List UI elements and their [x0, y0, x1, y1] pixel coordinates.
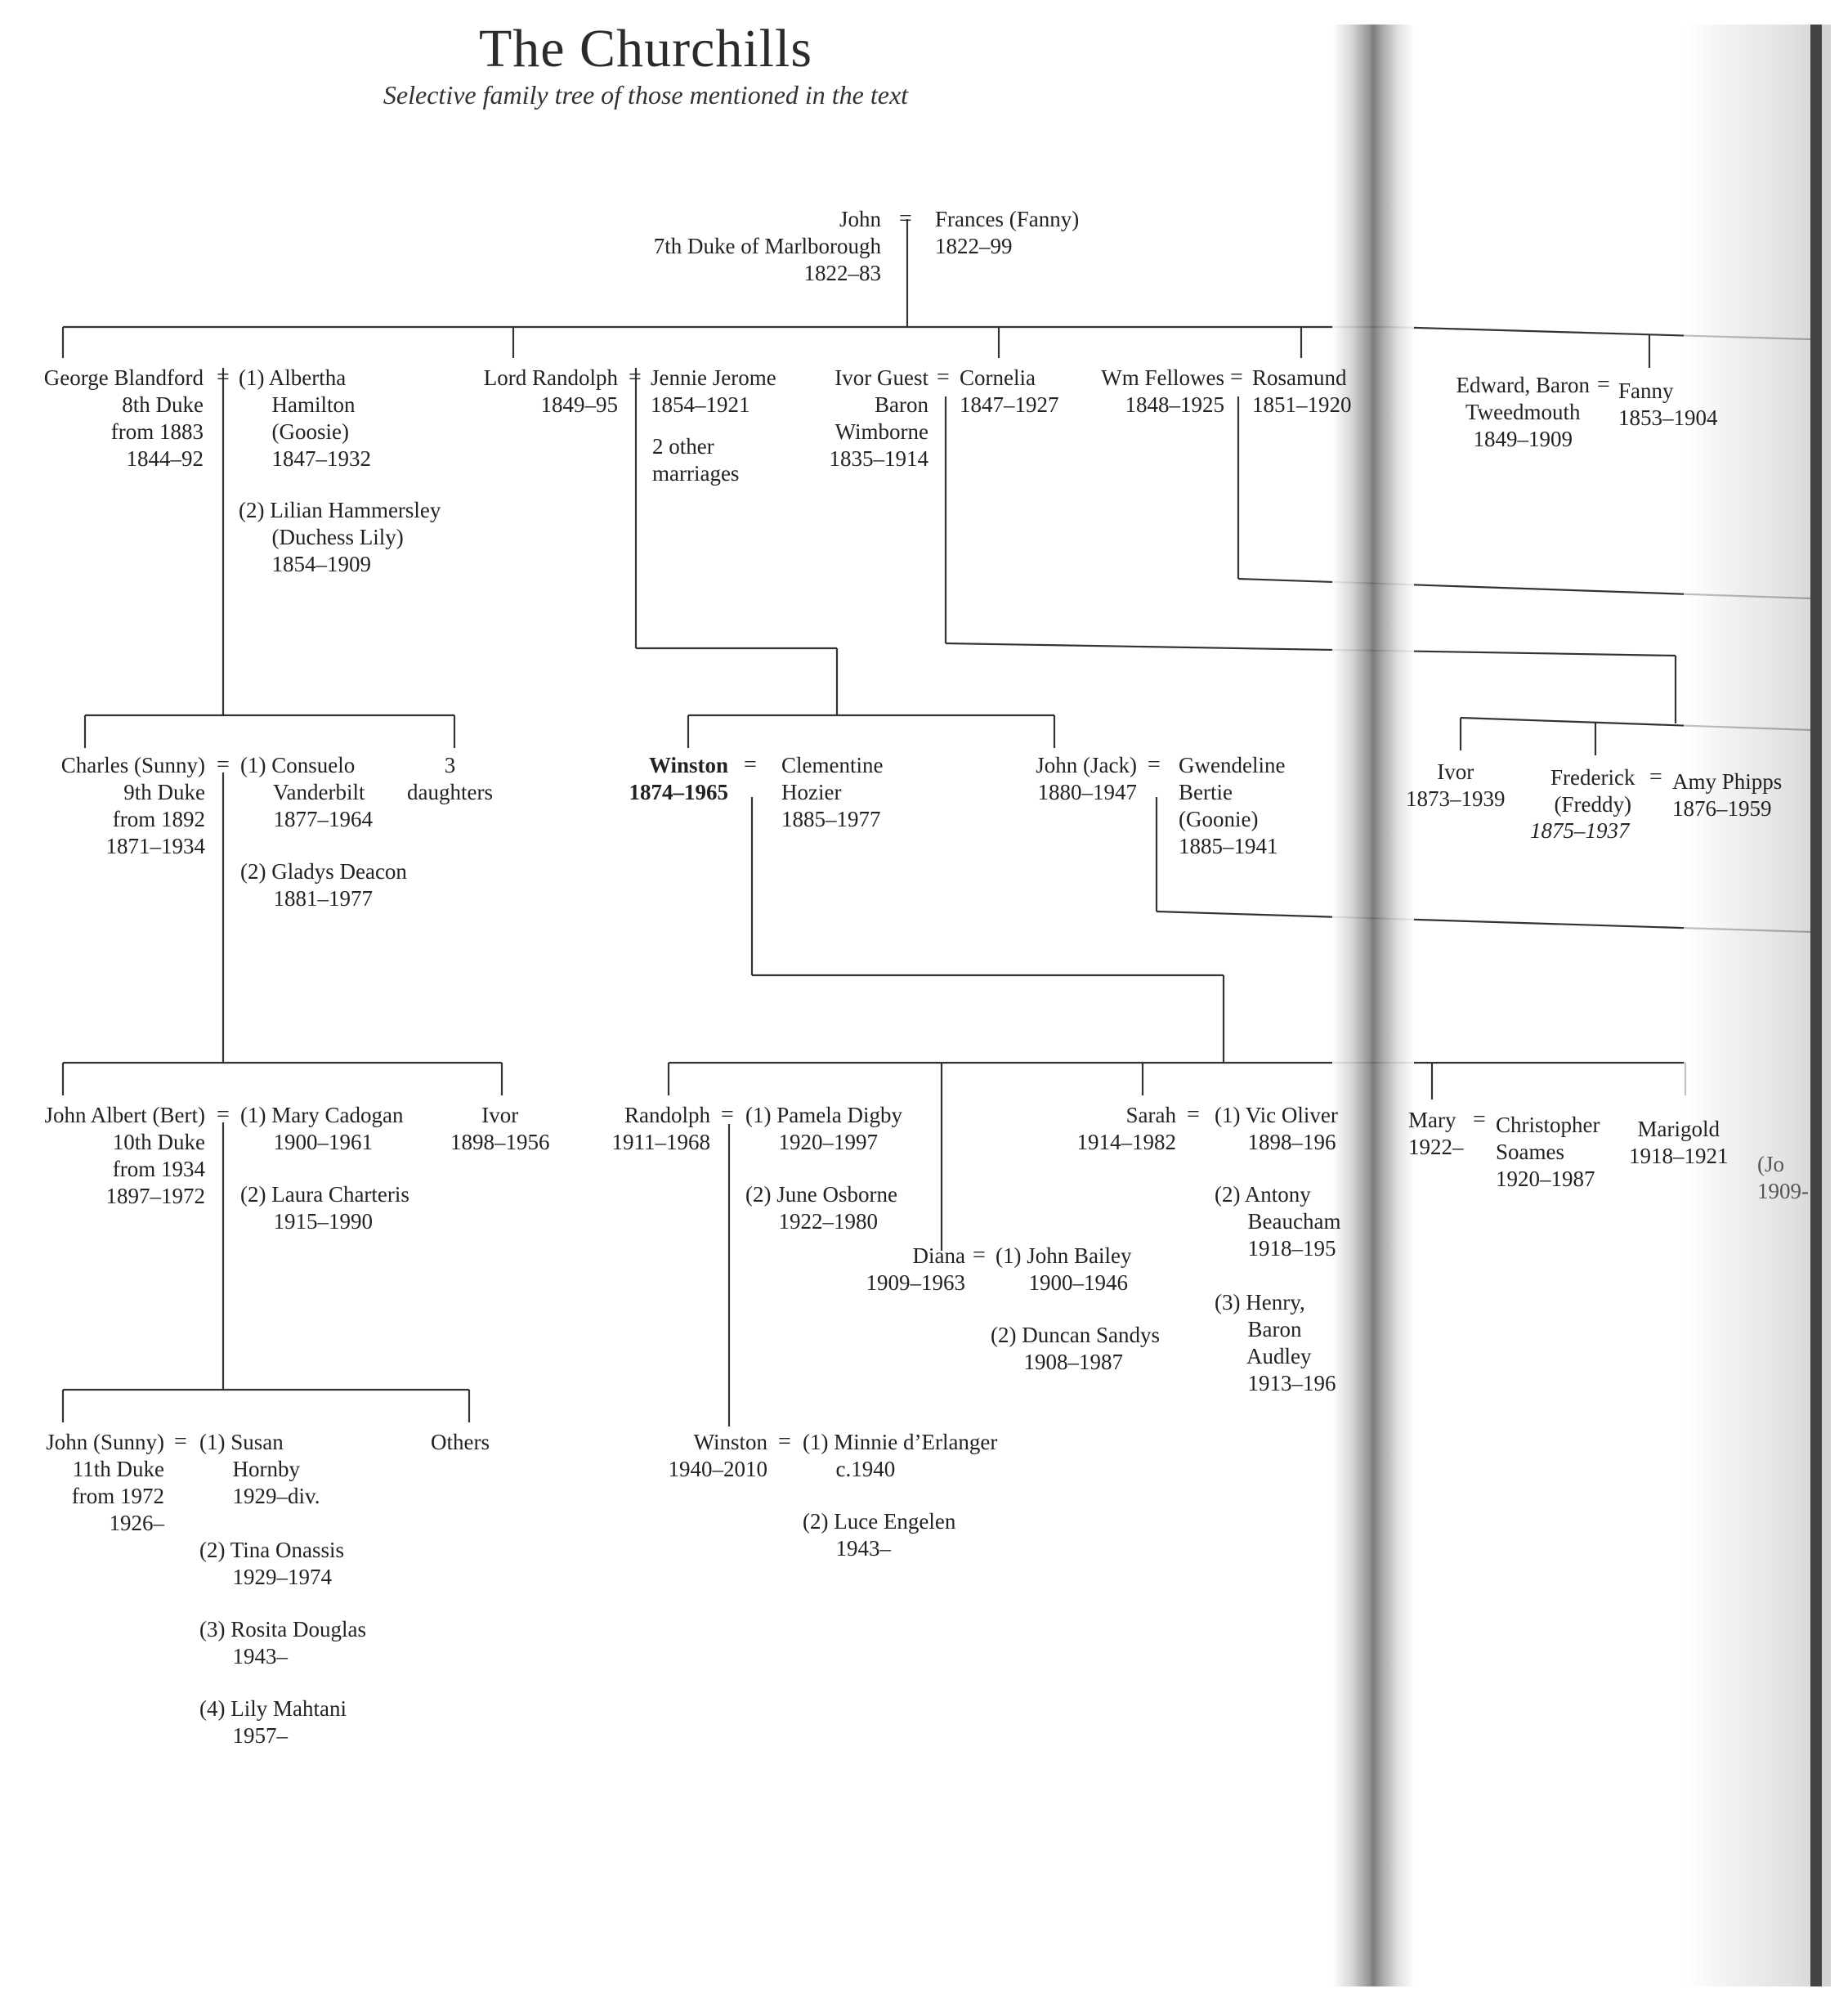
- person-john-7th-duke: John 7th Duke of Marlborough 1822–83: [653, 207, 881, 285]
- person-june-osborne: (2) June Osborne 1922–1980: [745, 1182, 897, 1234]
- marriage-sign: =: [174, 1429, 187, 1454]
- person-tina-onassis: (2) Tina Onassis 1929–1974: [199, 1538, 345, 1589]
- jennie-note: 2 other marriages: [652, 434, 740, 486]
- person-charles-sunny: Charles (Sunny) 9th Duke from 1892 1871–1934: [60, 753, 205, 858]
- marriage-sign: =: [1649, 764, 1662, 790]
- marriage-sign: =: [778, 1429, 791, 1454]
- person-jennie-jerome: Jennie Jerome 1854–1921: [651, 365, 776, 417]
- person-henry-audley: (3) Henry, Baron Audley 1913–196: [1215, 1290, 1336, 1395]
- person-lord-randolph: Lord Randolph 1849–95: [483, 365, 618, 417]
- three-daughters: 3 daughters: [407, 753, 493, 804]
- person-wm-fellowes: Wm Fellowes 1848–1925: [1101, 365, 1224, 417]
- person-mary-soames: Mary 1922–: [1408, 1108, 1464, 1159]
- person-fanny-tweedmouth: Fanny 1853–1904: [1618, 378, 1718, 430]
- marriage-sign: =: [217, 752, 230, 777]
- marriage-sign: =: [721, 1102, 734, 1127]
- page-gutter-shadow: [1332, 25, 1414, 1986]
- person-clementine: Clementine Hozier 1885–1977: [781, 753, 884, 831]
- person-antony-beauchamp: (2) Antony Beaucham 1918–195: [1215, 1182, 1341, 1261]
- marriage-sign: =: [629, 365, 642, 390]
- person-pamela-digby: (1) Pamela Digby 1920–1997: [745, 1103, 902, 1154]
- marriage-sign: =: [217, 1102, 230, 1127]
- marriage-sign: =: [937, 365, 950, 390]
- marriage-sign: =: [1473, 1107, 1486, 1132]
- person-randolph: Randolph 1911–1968: [611, 1103, 710, 1154]
- person-gwendeline: Gwendeline Bertie (Goonie) 1885–1941: [1179, 753, 1286, 858]
- person-sarah: Sarah 1914–1982: [1076, 1103, 1176, 1154]
- person-winston-grandson: Winston 1940–2010: [668, 1430, 767, 1481]
- marriage-sign: =: [899, 206, 912, 231]
- person-frances: Frances (Fanny) 1822–99: [935, 207, 1080, 258]
- next-page-shadow: [1684, 25, 1831, 1986]
- page-title: The Churchills: [478, 19, 813, 78]
- person-ivor-guest-son: Ivor 1873–1939: [1406, 759, 1506, 811]
- person-christopher-soames: Christopher Soames 1920–1987: [1496, 1113, 1600, 1191]
- person-gladys: (2) Gladys Deacon 1881–1977: [240, 859, 407, 911]
- person-john-bailey: (1) John Bailey 1900–1946: [996, 1243, 1132, 1295]
- marriage-sign: =: [1148, 752, 1161, 777]
- person-marigold: Marigold 1918–1921: [1629, 1117, 1729, 1168]
- person-lilian: (2) Lilian Hammersley (Duchess Lily) 1854–1909: [239, 498, 441, 576]
- page-subtitle: Selective family tree of those mentioned in the text: [383, 80, 909, 110]
- person-ivor-spencer: Ivor 1898–1956: [450, 1103, 550, 1154]
- marriage-sign: =: [1597, 372, 1610, 397]
- person-ivor-guest: Ivor Guest Baron Wimborne 1835–1914: [829, 365, 928, 471]
- person-george-blandford: George Blandford 8th Duke from 1883 1844–92: [43, 365, 204, 471]
- page-edge: [1810, 25, 1822, 1986]
- person-consuelo: (1) Consuelo Vanderbilt 1877–1964: [240, 753, 373, 831]
- frederick-dates: 1875–1937: [1530, 818, 1630, 843]
- person-mary-cadogan: (1) Mary Cadogan 1900–1961: [240, 1103, 404, 1154]
- marriage-sign: =: [973, 1243, 986, 1268]
- others-label: Others: [431, 1430, 490, 1454]
- person-vic-oliver: (1) Vic Oliver 1898–196: [1215, 1103, 1338, 1154]
- person-amy-phipps: Amy Phipps 1876–1959: [1672, 769, 1783, 821]
- person-luce-engelen: (2) Luce Engelen 1943–: [803, 1509, 956, 1561]
- person-lily-mahtani: (4) Lily Mahtani 1957–: [199, 1696, 347, 1748]
- marriage-sign: =: [1230, 365, 1243, 390]
- person-john-jack: John (Jack) 1880–1947: [1036, 753, 1137, 804]
- person-duncan-sandys: (2) Duncan Sandys 1908–1987: [991, 1323, 1160, 1374]
- person-laura-charteris: (2) Laura Charteris 1915–1990: [240, 1182, 409, 1234]
- person-cornelia: Cornelia 1847–1927: [960, 365, 1059, 417]
- person-frederick: Frederick (Freddy): [1550, 765, 1635, 817]
- person-john-albert-bert: John Albert (Bert) 10th Duke from 1934 1897–1972: [44, 1103, 205, 1208]
- person-cut-off: (Jo 1909-: [1757, 1152, 1809, 1203]
- person-albertha: (1) Albertha Hamilton (Goosie) 1847–1932: [239, 365, 371, 471]
- person-rosamund: Rosamund 1851–1920: [1252, 365, 1352, 417]
- person-edward-tweedmouth: Edward, Baron Tweedmouth 1849–1909: [1456, 373, 1590, 451]
- marriage-sign: =: [1187, 1102, 1200, 1127]
- person-diana: Diana 1909–1963: [866, 1243, 965, 1295]
- person-susan-hornby: (1) Susan Hornby 1929–div.: [199, 1430, 320, 1508]
- person-rosita-douglas: (3) Rosita Douglas 1943–: [199, 1617, 366, 1668]
- marriage-sign: =: [217, 365, 230, 390]
- person-winston: Winston 1874–1965: [629, 753, 728, 804]
- person-minnie-derlanger: (1) Minnie d’Erlanger c.1940: [803, 1430, 998, 1481]
- marriage-sign: =: [744, 752, 757, 777]
- person-john-sunny-11th: John (Sunny) 11th Duke from 1972 1926–: [46, 1430, 164, 1535]
